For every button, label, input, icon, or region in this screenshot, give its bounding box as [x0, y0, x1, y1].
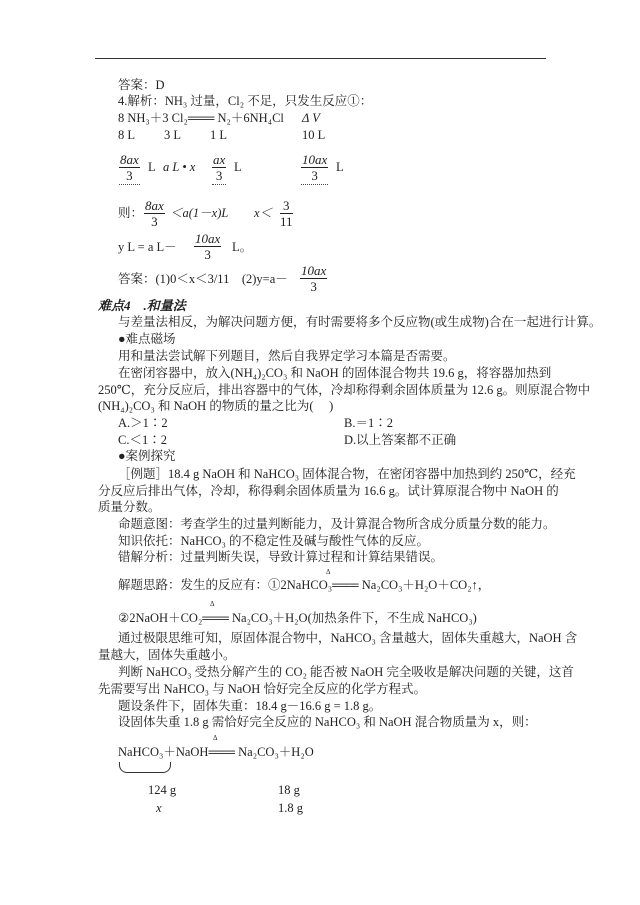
expr: a L • x — [163, 160, 196, 174]
equation: 8 NH₃＋3 Cl₂═══ N₂＋6NH₄Cl — [118, 111, 284, 125]
mass: 1.8 g — [278, 801, 303, 815]
mass: 18 g — [278, 783, 300, 797]
analysis-line: 4.解析：NH₃ 过量，Cl₂ 不足，只发生反应①： — [118, 94, 373, 108]
unit: L — [336, 160, 344, 174]
paragraph: 在密闭容器中，放入(NH₄)₂CO₃ 和 NaOH 的固体混合物共 19.6 g，将容器加热到 — [118, 366, 552, 380]
paragraph: 250℃，充分反应后，排出容器中的气体，冷却称得剩余固体质量为 12.6 g。则原混合物中 — [98, 383, 591, 397]
mass: x — [156, 801, 162, 815]
vol: 1 L — [210, 128, 228, 142]
delta-mark: Δ — [326, 568, 331, 576]
option-d: D.以上答案都不正确 — [344, 433, 457, 447]
option-b: B.＝1∶2 — [344, 416, 393, 430]
section-heading: 难点4 .和量法 — [98, 298, 186, 313]
paragraph: 分反应后排出气体，冷却，称得剩余固体质量为 16.6 g。试计算原混合物中 NaOH 的 — [98, 484, 559, 498]
unit: L — [148, 160, 156, 174]
answer-line: 答案：(1)0＜x＜3/11 (2)y=a－ — [118, 272, 288, 286]
paragraph: ［例题］18.4 g NaOH 和 NaHCO₃ 固体混合物，在密闭容器中加热到约 250℃，经充 — [118, 467, 576, 481]
paragraph: 质量分数。 — [98, 500, 161, 514]
paragraph: 解题思路：发生的反应有：①2NaHCO₃═══ Na₂CO₃＋H₂O＋CO₂↑， — [118, 578, 491, 592]
header-rule — [95, 58, 546, 59]
fraction: $\frac{ax}{3}$ — [213, 152, 226, 183]
paragraph: 设固体失重 1.8 g 需恰好完全反应的 NaHCO₃ 和 NaOH 混合物质量为 x，则： — [118, 715, 537, 729]
brace — [119, 762, 171, 773]
paragraph: 题设条件下，固体失重：18.4 g－16.6 g = 1.8 g。 — [118, 699, 382, 713]
fraction: $\frac{10ax}{3}$ — [301, 263, 327, 294]
paragraph: 知识依托：NaHCO₃ 的不稳定性及碱与酸性气体的反应。 — [118, 534, 429, 548]
paragraph: 错解分析：过量判断失误，导致计算过程和计算结果错误。 — [118, 550, 444, 564]
fraction: $\frac{10ax}{3}$ — [195, 231, 221, 262]
unit: L — [234, 160, 242, 174]
vol: 10 L — [302, 128, 326, 142]
fraction: $\frac{8ax}{3}$ — [120, 152, 139, 183]
paragraph: ②2NaOH＋CO₂═══ Na₂CO₃＋H₂O(加热条件下，不生成 NaHCO₃) — [118, 611, 477, 625]
paragraph: 与差量法相反，为解决问题方便，有时需要将多个反应物(或生成物)合在一起进行计算。 — [118, 315, 602, 329]
subheading: ●难点磁场 — [118, 332, 176, 346]
paragraph: 先需要写出 NaHCO₃ 与 NaOH 恰好完全反应的化学方程式。 — [98, 682, 426, 696]
text: L。 — [232, 240, 253, 254]
paragraph: 量越大，固体失重越小。 — [98, 648, 236, 662]
text: 则： — [118, 206, 144, 220]
paragraph: (NH₄)₂CO₃ 和 NaOH 的物质的量之比为( ) — [98, 399, 334, 413]
paragraph: 用和量法尝试解下列题目，然后自我界定学习本篇是否需要。 — [118, 349, 456, 363]
option-a: A.＞1∶2 — [118, 416, 168, 430]
fraction: $\frac{8ax}{3}$ — [145, 198, 164, 229]
expr: x＜ — [254, 206, 273, 220]
vol: 3 L — [164, 128, 182, 142]
answer-line: 答案：D — [118, 78, 165, 92]
fraction: $\frac{3}{11}$ — [280, 198, 293, 229]
option-c: C.＜1∶2 — [118, 433, 167, 447]
delta-v: Δ V — [302, 111, 320, 125]
paragraph: 命题意图：考查学生的过量判断能力，及计算混合物所含成分质量分数的能力。 — [118, 517, 556, 531]
delta-mark: Δ — [213, 734, 218, 742]
vol: 8 L — [118, 128, 136, 142]
delta-mark: Δ — [210, 600, 215, 608]
mass: 124 g — [148, 783, 177, 797]
expr: y L = a L－ — [118, 240, 177, 254]
fraction: $\frac{10ax}{3}$ — [302, 152, 328, 183]
equation: NaHCO₃＋NaOH═══ Na₂CO₃＋H₂O — [118, 745, 314, 759]
paragraph: 判断 NaHCO₃ 受热分解产生的 CO₂ 能否被 NaOH 完全吸收是解决问题的关键，这首 — [118, 665, 574, 679]
expr: ＜a(1－x)L — [170, 206, 229, 220]
paragraph: 通过极限思维可知，原固体混合物中，NaHCO₃ 含量越大，固体失重越大，NaOH 含 — [118, 631, 578, 645]
subheading: ●案例探究 — [118, 449, 176, 463]
